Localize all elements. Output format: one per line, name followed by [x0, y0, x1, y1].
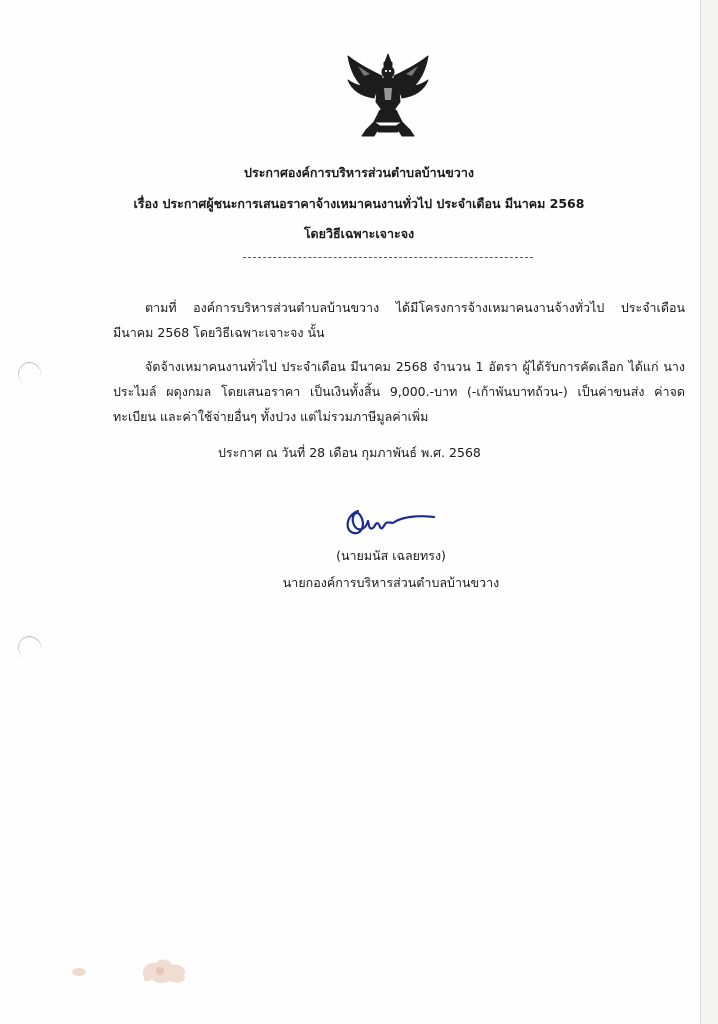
paper-stain — [138, 955, 193, 985]
paragraph-award: จัดจ้างเหมาคนงานทั่วไป ประจำเดือน มีนาคม 2568 จำนวน 1 อัตรา ผู้ได้รับการคัดเลือก ได้แก่ นางประไมล์ ผดุงกมล โดยเสนอราคา เป็นเงินทั้งสิ้น 9,000.-บาท (-เก้าพันบาทถ้วน-) เป็นค่าขนส่ง ค่าจดทะเบียน และค่าใช้จ่ายอื่นๆ ทั้งปวง แต่ไม่รวมภาษีมูลค่าเพิ่ม — [113, 359, 685, 424]
header-divider — [243, 257, 533, 258]
signatory-position: นายกองค์การบริหารส่วนตำบลบ้านขวาง — [282, 575, 500, 590]
announcement-date: ประกาศ ณ วันที่ 28 เดือน กุมภาพันธ์ พ.ศ. 2568 — [218, 445, 481, 460]
paragraph-project: ตามที่ องค์การบริหารส่วนตำบลบ้านขวาง ได้มีโครงการจ้างเหมาคนงานจ้างทั่วไป ประจำเดือน มีนาคม 2568 โดยวิธีเฉพาะเจาะจง นั้น — [113, 300, 685, 340]
heading-organization: ประกาศองค์การบริหารส่วนตำบลบ้านขวาง — [244, 165, 474, 180]
garuda-emblem — [344, 52, 432, 138]
heading-subject: เรื่อง ประกาศผู้ชนะการเสนอราคาจ้างเหมาคนงานทั่วไป ประจำเดือน มีนาคม 2568 — [133, 196, 585, 211]
handwritten-signature — [342, 505, 438, 541]
page-edge — [700, 0, 701, 1024]
signatory-name: (นายมนัส เฉลยทรง) — [336, 548, 446, 563]
paper-stain-small — [72, 968, 86, 976]
heading-method: โดยวิธีเฉพาะเจาะจง — [303, 226, 415, 241]
